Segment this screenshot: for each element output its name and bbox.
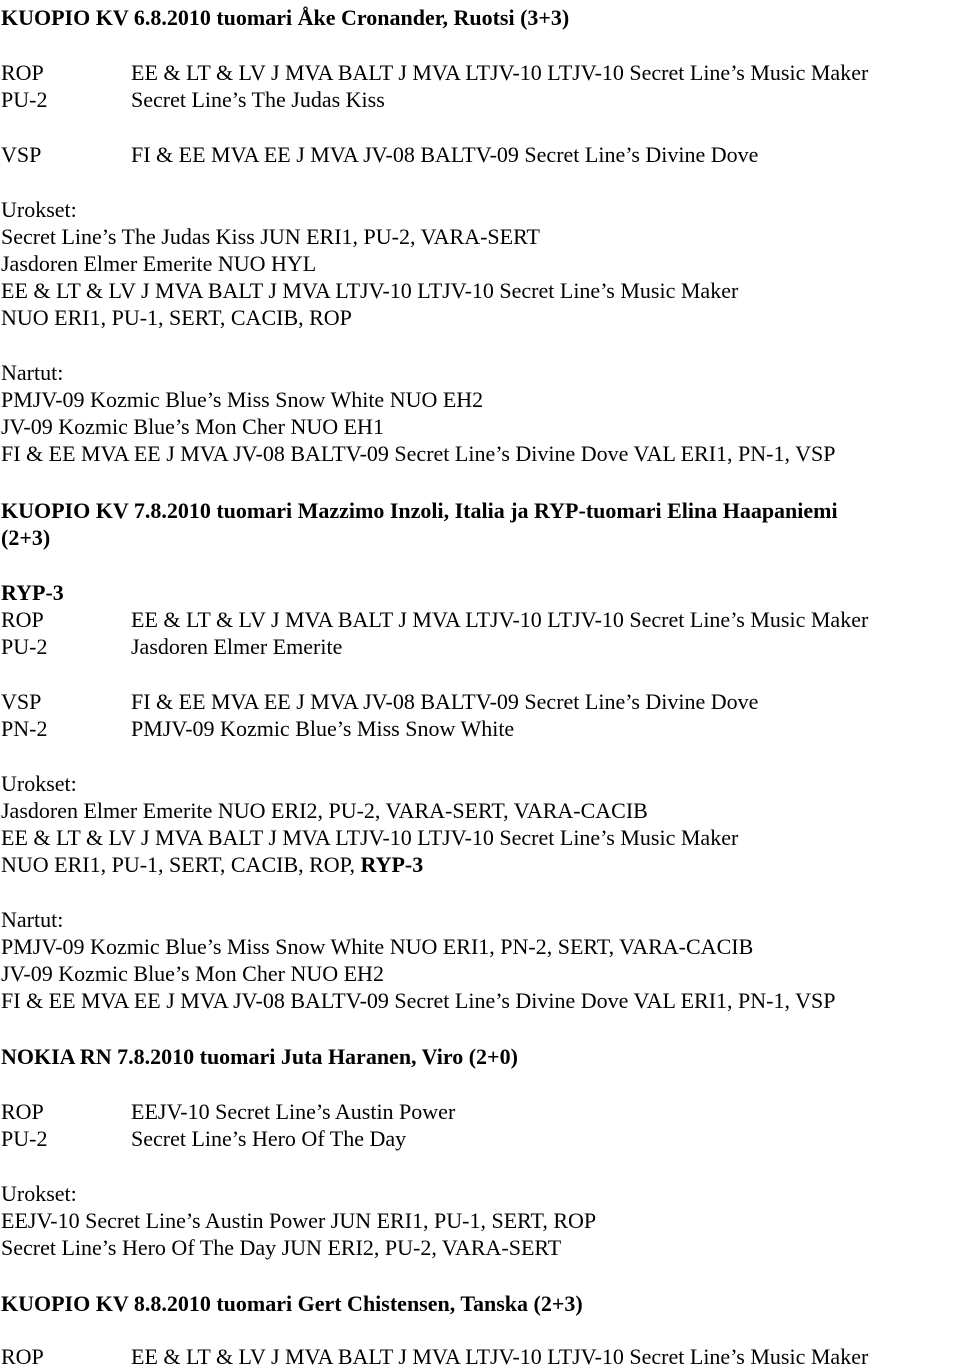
award-label: VSP [1,142,42,167]
award-value: FI & EE MVA EE J MVA JV-08 BALTV-09 Secret Line’s Divine Dove [131,689,759,714]
award-value: EEJV-10 Secret Line’s Austin Power [131,1099,456,1124]
list-item: JV-09 Kozmic Blue’s Mon Cher NUO EH1 [1,414,384,439]
award-label: VSP [1,689,42,714]
award-label: PU-2 [1,1126,48,1151]
award-value: EE & LT & LV J MVA BALT J MVA LTJV-10 LTJV-10 Secret Line’s Music Maker [131,1344,869,1369]
list-item: FI & EE MVA EE J MVA JV-08 BALTV-09 Secret Line’s Divine Dove VAL ERI1, PN-1, VSP [1,988,836,1013]
award-label: PU-2 [1,634,48,659]
award-label: PU-2 [1,87,48,112]
list-item: EE & LT & LV J MVA BALT J MVA LTJV-10 LTJV-10 Secret Line’s Music Maker [1,278,739,303]
award-value: Jasdoren Elmer Emerite [131,634,343,659]
award-value: EE & LT & LV J MVA BALT J MVA LTJV-10 LTJV-10 Secret Line’s Music Maker [131,607,869,632]
award-label: ROP [1,60,44,85]
list-item: PMJV-09 Kozmic Blue’s Miss Snow White NUO ERI1, PN-2, SERT, VARA-CACIB [1,934,754,959]
females-title: Nartut: [1,907,64,932]
award-label: ROP [1,1099,44,1124]
males-title: Urokset: [1,1181,77,1206]
group-title: RYP-3 [1,580,64,605]
list-item: Secret Line’s The Judas Kiss JUN ERI1, PU-2, VARA-SERT [1,224,540,249]
award-value: Secret Line’s Hero Of The Day [131,1126,407,1151]
list-item: PMJV-09 Kozmic Blue’s Miss Snow White NUO EH2 [1,387,484,412]
list-item: NUO ERI1, PU-1, SERT, CACIB, ROP [1,305,352,330]
section-2-heading: KUOPIO KV 7.8.2010 tuomari Mazzimo Inzoli, Italia ja RYP-tuomari Elina Haapaniemi [1,498,838,523]
section-2-heading-cont: (2+3) [1,525,51,550]
list-item: JV-09 Kozmic Blue’s Mon Cher NUO EH2 [1,961,384,986]
males-title: Urokset: [1,771,77,796]
list-item: Secret Line’s Hero Of The Day JUN ERI2, PU-2, VARA-SERT [1,1235,562,1260]
award-label: ROP [1,1344,44,1369]
group-award: RYP-3 [360,852,424,877]
award-label: PN-2 [1,716,48,741]
list-item: EE & LT & LV J MVA BALT J MVA LTJV-10 LTJV-10 Secret Line’s Music Maker [1,825,739,850]
section-1-heading: KUOPIO KV 6.8.2010 tuomari Åke Cronander, Ruotsi (3+3) [1,5,570,30]
list-item: EEJV-10 Secret Line’s Austin Power JUN ERI1, PU-1, SERT, ROP [1,1208,597,1233]
list-item: Jasdoren Elmer Emerite NUO ERI2, PU-2, VARA-SERT, VARA-CACIB [1,798,648,823]
females-title: Nartut: [1,360,64,385]
award-value: PMJV-09 Kozmic Blue’s Miss Snow White [131,716,515,741]
award-value: Secret Line’s The Judas Kiss [131,87,385,112]
award-label: ROP [1,607,44,632]
section-4-heading: KUOPIO KV 8.8.2010 tuomari Gert Chistensen, Tanska (2+3) [1,1291,583,1316]
list-item-text: NUO ERI1, PU-1, SERT, CACIB, ROP, [1,852,361,877]
award-value: EE & LT & LV J MVA BALT J MVA LTJV-10 LTJV-10 Secret Line’s Music Maker [131,60,869,85]
award-value: FI & EE MVA EE J MVA JV-08 BALTV-09 Secret Line’s Divine Dove [131,142,759,167]
males-title: Urokset: [1,197,77,222]
section-3-heading: NOKIA RN 7.8.2010 tuomari Juta Haranen, Viro (2+0) [1,1044,518,1069]
list-item [1,851,423,879]
list-item: FI & EE MVA EE J MVA JV-08 BALTV-09 Secret Line’s Divine Dove VAL ERI1, PN-1, VSP [1,441,836,466]
list-item: Jasdoren Elmer Emerite NUO HYL [1,251,317,276]
